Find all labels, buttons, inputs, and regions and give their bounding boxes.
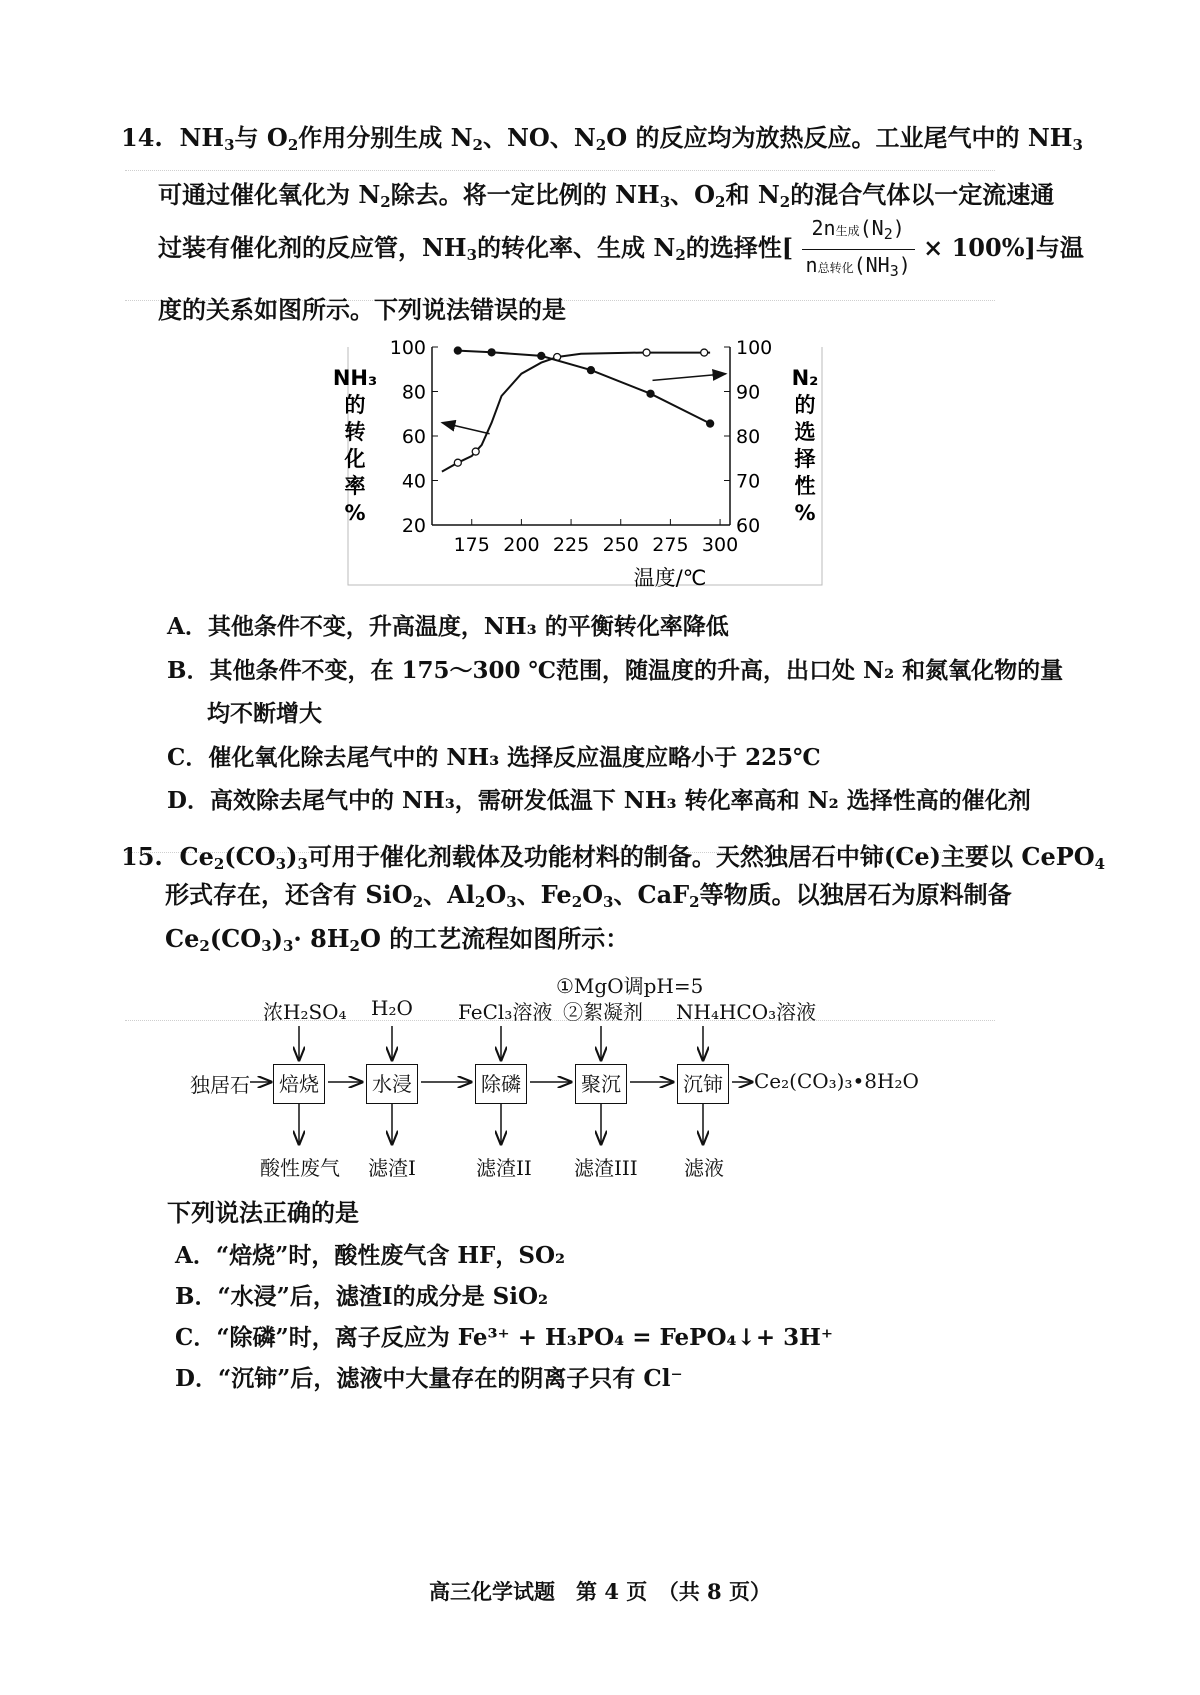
option-text: 其他条件不变，在 175～300 ℃范围，随温度的升高，出口处 N₂ 和氮氧化物的量 bbox=[209, 656, 1064, 684]
option-label: A． bbox=[175, 1242, 216, 1269]
y-right-title-char: 择 bbox=[794, 447, 816, 471]
x-tick-label: 300 bbox=[701, 534, 739, 556]
flow-output-3: 滤渣II bbox=[476, 1156, 532, 1180]
x-tick-label: 250 bbox=[602, 534, 639, 556]
option-label: B． bbox=[175, 1283, 218, 1310]
q15-option bbox=[175, 1241, 565, 1271]
y-left-tick-label: 20 bbox=[401, 515, 426, 537]
selectivity-point bbox=[488, 349, 495, 356]
y-right-tick-label: 80 bbox=[736, 426, 761, 448]
question-number: 14. bbox=[121, 123, 163, 152]
y-right-tick-label: 100 bbox=[736, 337, 773, 359]
conversion-selectivity-chart bbox=[330, 335, 850, 600]
y-right-tick-label: 70 bbox=[736, 470, 761, 493]
option-label: D． bbox=[175, 1365, 218, 1392]
flow-start: 独居石 bbox=[190, 1073, 250, 1097]
flow-output-5: 滤液 bbox=[684, 1156, 724, 1180]
option-label: D． bbox=[167, 787, 210, 814]
flow-input-2: H₂O bbox=[371, 996, 413, 1020]
q15-option bbox=[175, 1323, 833, 1353]
selectivity-fraction: $\frac{2n生成(N_2)}{n总转化(NH_3)}$ bbox=[802, 215, 915, 284]
y-left-title-char: 的 bbox=[344, 393, 366, 417]
q14-option bbox=[207, 699, 322, 729]
y-left-title-char: 转 bbox=[344, 420, 366, 444]
q14-line-1: 14. $NH_3$与 $O_2$作用分别生成 $N_2$、NO、$N_2O$ 的反应均为放热反应。工业尾气中的 $NH_3$ bbox=[121, 123, 1083, 154]
y-left-tick-label: 100 bbox=[389, 337, 426, 359]
option-text: “除磷”时，离子反应为 Fe³⁺ + H₃PO₄ = FePO₄↓+ 3H⁺ bbox=[216, 1324, 834, 1351]
flow-output-2: 滤渣I bbox=[368, 1156, 416, 1180]
selectivity-point bbox=[587, 367, 594, 374]
flow-step-precipitate-ce: 沉铈 bbox=[677, 1064, 729, 1104]
q15-question: 下列说法正确的是 bbox=[167, 1198, 359, 1227]
option-label: C． bbox=[175, 1324, 217, 1351]
conversion-point bbox=[643, 349, 650, 356]
x-tick-label: 275 bbox=[652, 534, 689, 556]
arrow-to-right-axis bbox=[653, 374, 727, 381]
y-right-title-char: 的 bbox=[794, 393, 816, 417]
q14-line-2: 可通过催化氧化为 $N_2$除去。将一定比例的 $NH_3$、$O_2$和 $N_2$的混合气体以一定流速通 bbox=[158, 180, 1055, 211]
option-text: “焙烧”时，酸性废气含 HF，SO₂ bbox=[215, 1242, 566, 1269]
flow-input-4: ②絮凝剂 bbox=[563, 1000, 643, 1024]
option-text: 均不断增大 bbox=[207, 700, 322, 727]
option-text: 催化氧化除去尾气中的 NH₃ 选择反应温度应略小于 225℃ bbox=[208, 743, 821, 771]
q14-option bbox=[167, 786, 1031, 816]
flow-end: Ce₂(CO₃)₃•8H₂O bbox=[754, 1069, 919, 1093]
option-text: “沉铈”后，滤液中大量存在的阴离子只有 Cl⁻ bbox=[217, 1365, 683, 1392]
flow-input-5: NH₄HCO₃溶液 bbox=[676, 1000, 817, 1024]
flow-step-water-leach: 水浸 bbox=[366, 1064, 418, 1104]
x-tick-label: 200 bbox=[503, 534, 540, 556]
q14-line-4: 度的关系如图所示。下列说法错误的是 bbox=[158, 295, 566, 324]
flow-step-roast: 焙烧 bbox=[273, 1064, 325, 1104]
q15-line-2: 形式存在，还含有 SiO$_2$、$Al_2O_3$、$Fe_2O_3$、CaF$_2$等物质。以独居石为原料制备 bbox=[165, 880, 1012, 911]
y-left-tick-label: 40 bbox=[401, 470, 426, 493]
y-right-title-char: N₂ bbox=[791, 366, 819, 390]
option-text: 高效除去尾气中的 NH₃，需研发低温下 NH₃ 转化率高和 N₂ 选择性高的催化剂 bbox=[209, 787, 1031, 814]
q15-line-1: 15. $Ce_2(CO_3)_3$可用于催化剂载体及功能材料的制备。天然独居石中铈(Ce)主要以 CePO$_4$ bbox=[121, 842, 1106, 873]
flow-step-coagulate: 聚沉 bbox=[575, 1064, 627, 1104]
flow-step-dephosphorize: 除磷 bbox=[475, 1064, 527, 1104]
flow-input-3: FeCl₃溶液 bbox=[458, 1000, 553, 1024]
option-label: C． bbox=[167, 743, 209, 771]
conversion-point bbox=[701, 349, 708, 356]
selectivity-point bbox=[538, 352, 545, 359]
series-conversion-line bbox=[442, 353, 710, 472]
selectivity-point bbox=[647, 390, 654, 397]
conversion-point bbox=[472, 448, 479, 455]
y-left-tick-label: 80 bbox=[401, 381, 426, 404]
selectivity-point bbox=[454, 347, 461, 354]
guide-line bbox=[125, 1020, 995, 1021]
x-tick-label: 175 bbox=[453, 534, 490, 556]
selectivity-point bbox=[707, 420, 714, 427]
y-left-title-char: 率 bbox=[344, 474, 366, 498]
flow-input-extra: ①MgO调pH=5 bbox=[556, 974, 704, 998]
question-number: 15. bbox=[121, 842, 163, 871]
q15-line-3: $Ce_2(CO_3)_3\cdot 8H_2O$ 的工艺流程如图所示： bbox=[165, 924, 630, 955]
x-axis-title: 温度/℃ bbox=[633, 566, 707, 590]
y-left-tick-label: 60 bbox=[401, 426, 426, 448]
option-text: “水浸”后，滤渣Ⅰ的成分是 SiO₂ bbox=[217, 1283, 549, 1310]
guide-line bbox=[125, 170, 995, 171]
y-right-title-char: 选 bbox=[794, 420, 816, 444]
q14-line-3: 过装有催化剂的反应管，$NH_3$的转化率、生成 $N_2$的选择性[ $\frac{2n生成(N_2)}{n总转化(NH_3)}$ × 100%]与温 bbox=[158, 215, 1084, 285]
arrow-to-left-axis bbox=[442, 423, 490, 434]
conversion-point bbox=[454, 459, 461, 466]
q14-option bbox=[167, 612, 729, 642]
option-text: 其他条件不变，升高温度，NH₃ 的平衡转化率降低 bbox=[207, 613, 729, 640]
q14-option bbox=[167, 743, 821, 773]
y-right-tick-label: 90 bbox=[736, 381, 761, 404]
page-footer: 高三化学试题 第 4 页 （共 8 页） bbox=[429, 1579, 771, 1604]
y-right-tick-label: 60 bbox=[736, 515, 761, 537]
y-left-title-char: NH₃ bbox=[332, 366, 378, 390]
y-right-title-char: % bbox=[794, 501, 816, 525]
flow-output-4: 滤渣III bbox=[574, 1156, 638, 1180]
option-label: A． bbox=[167, 613, 208, 640]
y-right-title-char: 性 bbox=[794, 474, 816, 498]
q15-option bbox=[175, 1282, 548, 1312]
q15-option bbox=[175, 1364, 683, 1394]
x-tick-label: 225 bbox=[552, 534, 590, 556]
option-label: B． bbox=[167, 656, 210, 684]
flow-input-1: 浓H₂SO₄ bbox=[263, 1000, 347, 1024]
y-left-title-char: % bbox=[344, 501, 366, 525]
y-left-title-char: 化 bbox=[344, 447, 366, 471]
flow-output-1: 酸性废气 bbox=[260, 1156, 340, 1180]
q14-option bbox=[167, 656, 1063, 686]
